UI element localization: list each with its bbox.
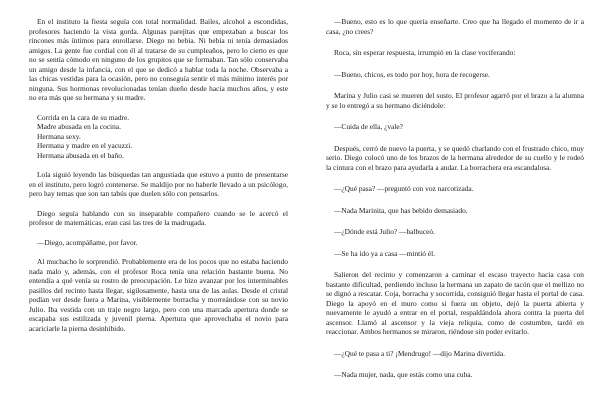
paragraph: Al muchacho le sorprendió. Probablemente era de los pocos que no estaba haciendo nada malo y, además, con el profesor Roca tenía una relación bastante buena. No entendía a qué venía su rostro de preocupación. Le hizo avanzar por los interminables pasillos del recinto hasta llegar, sigilosamente, hasta una de las aulas. Desde el cristal podían ver desde fuera a Marina, visiblemente borracha y morreándose con su novio Julio. Iba vestida con un traje negro largo, pero con una marcada apertura donde se escapaba sus estilizada y juvenil pierna. Apertura que aprovechaba el novio para acariciarle la pierna desinhibido. bbox=[29, 257, 288, 333]
search-line: Madre abusada en la cocina. bbox=[37, 122, 121, 131]
paragraph: Marina y Julio casi se mueren del susto. El profesor agarró por el brazo a la alumna y se lo entregó a su hermano diciéndole: bbox=[326, 91, 584, 110]
paragraph: Lola siguió leyendo las búsquedas tan angustiada que estuvo a punto de presentarse en el instituto, pero logró contenerse. Se maldijo por no haberle llevado a un psicólogo, pero hay temas que son tan tabús que duelen sólo con pensarlos. bbox=[29, 170, 288, 198]
search-line: Corrida en la cara de su madre. bbox=[37, 112, 130, 122]
right-page bbox=[326, 17, 584, 380]
search-list bbox=[29, 113, 288, 161]
paragraph: Diego seguía hablando con su inseparable compañero cuando se le acercó el profesor de matemáticas, eran casi las tres de la madrugada. bbox=[29, 208, 288, 227]
dialogue-line: —¿Qué pasa? —preguntó con voz narcotizada. bbox=[334, 184, 474, 193]
paragraph: Después, cerró de nuevo la puerta, y se quedó charlando con el frustrado chico, muy serio. Diego colocó uno de los brazos de la hermana alrededor de su cuello y le rodeó la cintura con el brazo para ayudarla a andar. La borrachera era escandalosa. bbox=[326, 143, 584, 172]
search-line: Hermana sexy. bbox=[37, 131, 81, 141]
search-line: Hermana y madre en el yacuzzi. bbox=[37, 141, 133, 150]
left-page bbox=[29, 17, 288, 333]
dialogue-line: —Se ha ido ya a casa —mintió él. bbox=[334, 248, 435, 258]
dialogue-line: —Bueno, esto es lo que quería enseñarte. Creo que ha llegado el momento de ir a casa, ¿no crees? bbox=[326, 17, 584, 36]
paragraph: Salieron del recinto y comenzaron a caminar el escaso trayecto hacia casa con bastante dificultad, perdiendo incluso la hermana un zapato de tacón que el mellizo no se dignó a rescatar. Coja, borracha y socorrida, consiguió llegar hasta el portal de casa. Diego la apoyó en el muro como si fuera un objeto, dejó la puerta abierta y nuevamente le ayudó a entrar en el portal, respaldándola ahora contra la puerta del ascensor. Llamó al ascensor y la vieja reliquia, como de costumbre, tardó en reaccionar. Ambos hermanos se miraron, riéndose sin poder evitarlo. bbox=[326, 270, 584, 336]
dialogue-line: —Nada Marinita, que has bebido demasiado. bbox=[334, 205, 468, 215]
dialogue-line: —Bueno, chicos, es todo por hoy, hora de recogerse. bbox=[334, 69, 490, 79]
paragraph: Roca, sin esperar respuesta, irrumpió en la clase vociferando: bbox=[334, 48, 516, 57]
dialogue-line: —Nada mujer, nada, que estás como una cuba. bbox=[334, 370, 473, 379]
dialogue-line: —Cuida de ella, ¿vale? bbox=[334, 122, 403, 131]
dialogue-line: —Diego, acompáñame, por favor. bbox=[37, 237, 138, 247]
search-line: Hermana abusada en el baño. bbox=[37, 150, 124, 160]
dialogue-line: —¿Qué te pasa a ti? ¡Mendrugo! —dijo Marina divertida. bbox=[334, 348, 505, 358]
dialogue-line: —¿Dónde está Julio? —balbuceó. bbox=[334, 227, 435, 236]
paragraph: En el instituto la fiesta seguía con total normalidad. Bailes, alcohol a escondidas, profesores haciendo la vista gorda. Algunas parejitas que empezaban a buscar los rincones más íntimos para enrollarse. Diego no bebía. Ni bebía ni tenía demasiados amigos. La gente fue cordial con él al tratarse de su cumpleaños, pero lo cierto es que no se sentía cómodo en ninguno de los grupitos que se formaban. Tan sólo conservaba un amigo desde la infancia, con el que se dedicó a hablar toda la noche. Observaba a las chicas vestidas para la ocasión, pero no conseguía sentir el más mínimo interés por ninguna. Sus hormonas revolucionadas tenían dueño desde hacía muchos años, y este no era más que su hermana y su madre. bbox=[29, 17, 288, 102]
